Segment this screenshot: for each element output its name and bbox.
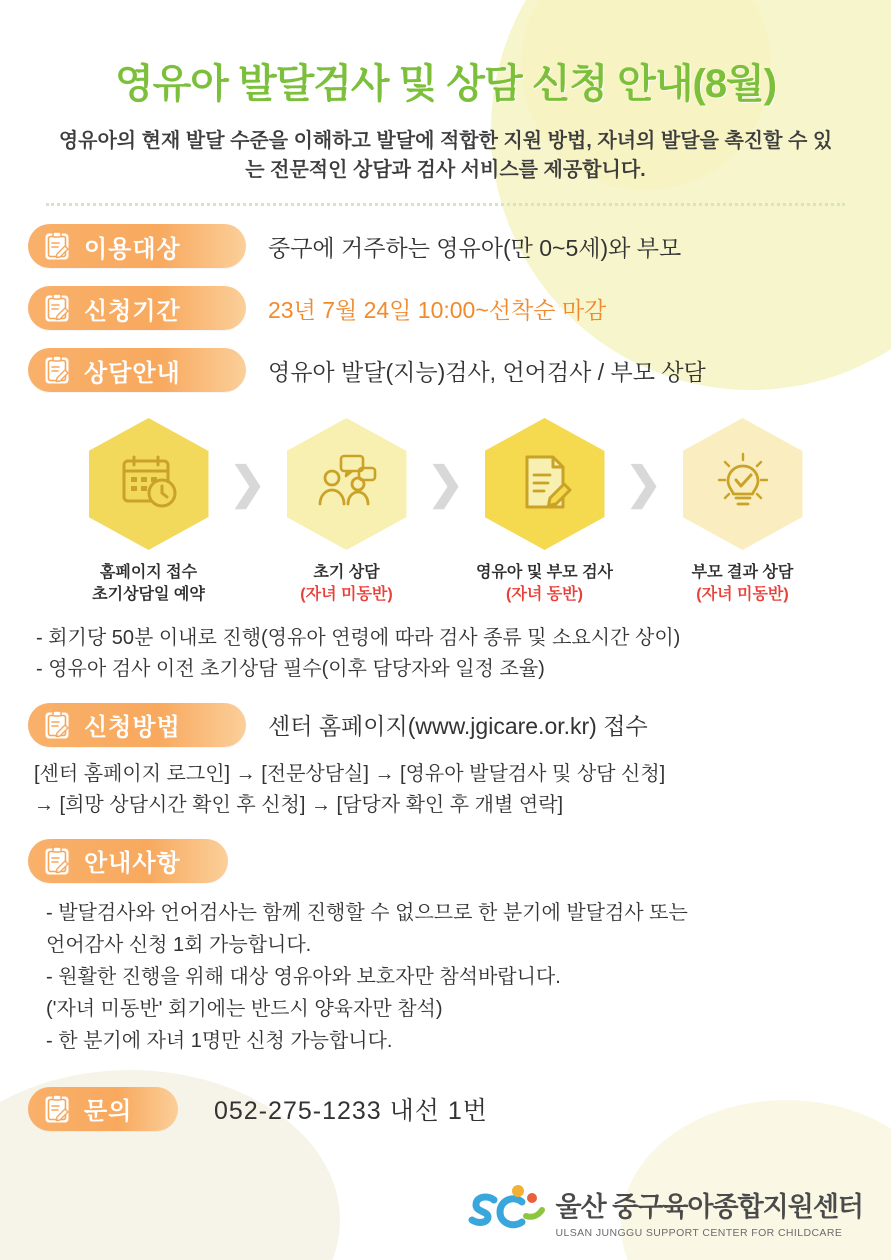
- hex-shape: [683, 418, 803, 550]
- label-pill-apply: [28, 703, 246, 747]
- lightbulb-check-icon: [711, 450, 775, 519]
- apply-path: [28, 759, 863, 821]
- clipboard-pen-icon: [44, 355, 72, 385]
- notice-item: ('자녀 미동반' 회기에는 반드시 양육자만 참석): [46, 997, 443, 1020]
- page-title: 영유아 발달검사 및 상담 신청 안내(8월): [114, 62, 777, 106]
- flow-step-caption: [74, 562, 224, 607]
- clipboard-pen-icon: [44, 293, 72, 323]
- value-text: 중구에 거주하는 영유아(만 0~5세)와 부모: [268, 234, 682, 261]
- chevron-right-icon: ❯: [427, 459, 464, 508]
- flow-step-line2: (자녀 미동반): [300, 586, 393, 604]
- calendar-clock-icon: [118, 451, 180, 518]
- flow-step-line1: 홈페이지 접수: [99, 564, 198, 581]
- flow-step-line2: 초기상담일 예약: [92, 586, 205, 604]
- notice-list: [28, 897, 863, 1057]
- notice-item: - 발달검사와 언어검사는 함께 진행할 수 없으므로 한 분기에 발달검사 또는: [46, 901, 688, 924]
- apply-path-line2: → [희망 상담시간 확인 후 신청] → [담당자 확인 후 개별 연락]: [34, 793, 564, 816]
- clipboard-pen-icon: [44, 1094, 72, 1124]
- value-text: 영유아 발달(지능)검사, 언어검사 / 부모 상담: [268, 358, 706, 385]
- consultation-icon: [315, 452, 379, 517]
- chevron-right-icon: ❯: [625, 459, 662, 508]
- flow-step-caption: [272, 562, 422, 607]
- info-row-counseling: [28, 348, 863, 392]
- flow-step-line1: 초기 상담: [313, 564, 380, 581]
- subtitle: 영유아의 현재 발달 수준을 이해하고 발달에 적합한 지원 방법, 자녀의 발달을 촉진할 수 있는 전문적인 상담과 검사 서비스를 제공합니다.: [58, 130, 833, 181]
- flow-notes: [28, 623, 863, 685]
- flow-step-1: [74, 418, 224, 607]
- label-text: 신청기간: [84, 297, 181, 325]
- info-row-notice: [28, 839, 863, 883]
- info-row-contact: [28, 1087, 863, 1131]
- flow-step-4: [668, 418, 818, 607]
- label-text: 상담안내: [84, 359, 181, 387]
- label-pill-counseling: [28, 348, 246, 392]
- label-pill-period: [28, 286, 246, 330]
- clipboard-pen-icon: [44, 846, 72, 876]
- info-row-apply: [28, 703, 863, 747]
- notice-item: - 한 분기에 자녀 1명만 신청 가능합니다.: [46, 1029, 393, 1052]
- flow-step-2: [272, 418, 422, 607]
- footer-logo: [460, 1182, 864, 1242]
- info-row-target: [28, 224, 863, 268]
- flow-step-line2: (자녀 동반): [506, 586, 583, 604]
- clipboard-pen-icon: [44, 231, 72, 261]
- notice-item: - 원활한 진행을 위해 대상 영유아와 보호자만 참석바랍니다.: [46, 965, 561, 988]
- flow-note-1: - 회기당 50분 이내로 진행(영유아 연령에 따라 검사 종류 및 소요시간 상이): [36, 626, 681, 649]
- flow-step-caption: [668, 562, 818, 607]
- flow-step-line1: 영유아 및 부모 검사: [476, 564, 613, 581]
- label-text: 문의: [84, 1098, 133, 1126]
- chevron-right-icon: ❯: [229, 459, 266, 508]
- label-text: 신청방법: [84, 714, 181, 742]
- info-row-period: [28, 286, 863, 330]
- flow-step-3: [470, 418, 620, 607]
- apply-path-line1: [센터 홈페이지 로그인] → [전문상담실] → [영유아 발달검사 및 상담 신청]: [34, 762, 666, 785]
- hex-shape: [485, 418, 605, 550]
- flow-step-line2: (자녀 미동반): [696, 586, 789, 604]
- label-pill-notice: [28, 839, 228, 883]
- test-paper-icon: [515, 451, 575, 518]
- center-name-kr: 울산 중구육아종합지원센터: [555, 1192, 863, 1222]
- sc-logo-icon: [460, 1182, 556, 1242]
- flow-step-caption: [470, 562, 620, 607]
- label-pill-target: [28, 224, 246, 268]
- apply-website-text: 센터 홈페이지(www.jgicare.or.kr) 접수: [268, 713, 648, 740]
- flow-note-2: - 영유아 검사 이전 초기상담 필수(이후 담당자와 일정 조율): [36, 657, 545, 680]
- hex-shape: [89, 418, 209, 550]
- flow-step-line1: 부모 결과 상담: [691, 564, 794, 581]
- center-name-en: ULSAN JUNGGU SUPPORT CENTER FOR CHILDCARE: [555, 1227, 843, 1239]
- value-text-highlight: 23년 7월 24일 10:00~선착순 마감: [268, 296, 607, 323]
- divider: [46, 203, 845, 206]
- label-text: 안내사항: [84, 850, 181, 878]
- process-flow: [28, 418, 863, 607]
- label-text: 이용대상: [84, 235, 181, 263]
- label-pill-contact: [28, 1087, 178, 1131]
- notice-item: 언어감사 신청 1회 가능합니다.: [46, 933, 312, 956]
- hex-shape: [287, 418, 407, 550]
- contact-phone: 052-275-1233 내선 1번: [214, 1096, 488, 1125]
- clipboard-pen-icon: [44, 710, 72, 740]
